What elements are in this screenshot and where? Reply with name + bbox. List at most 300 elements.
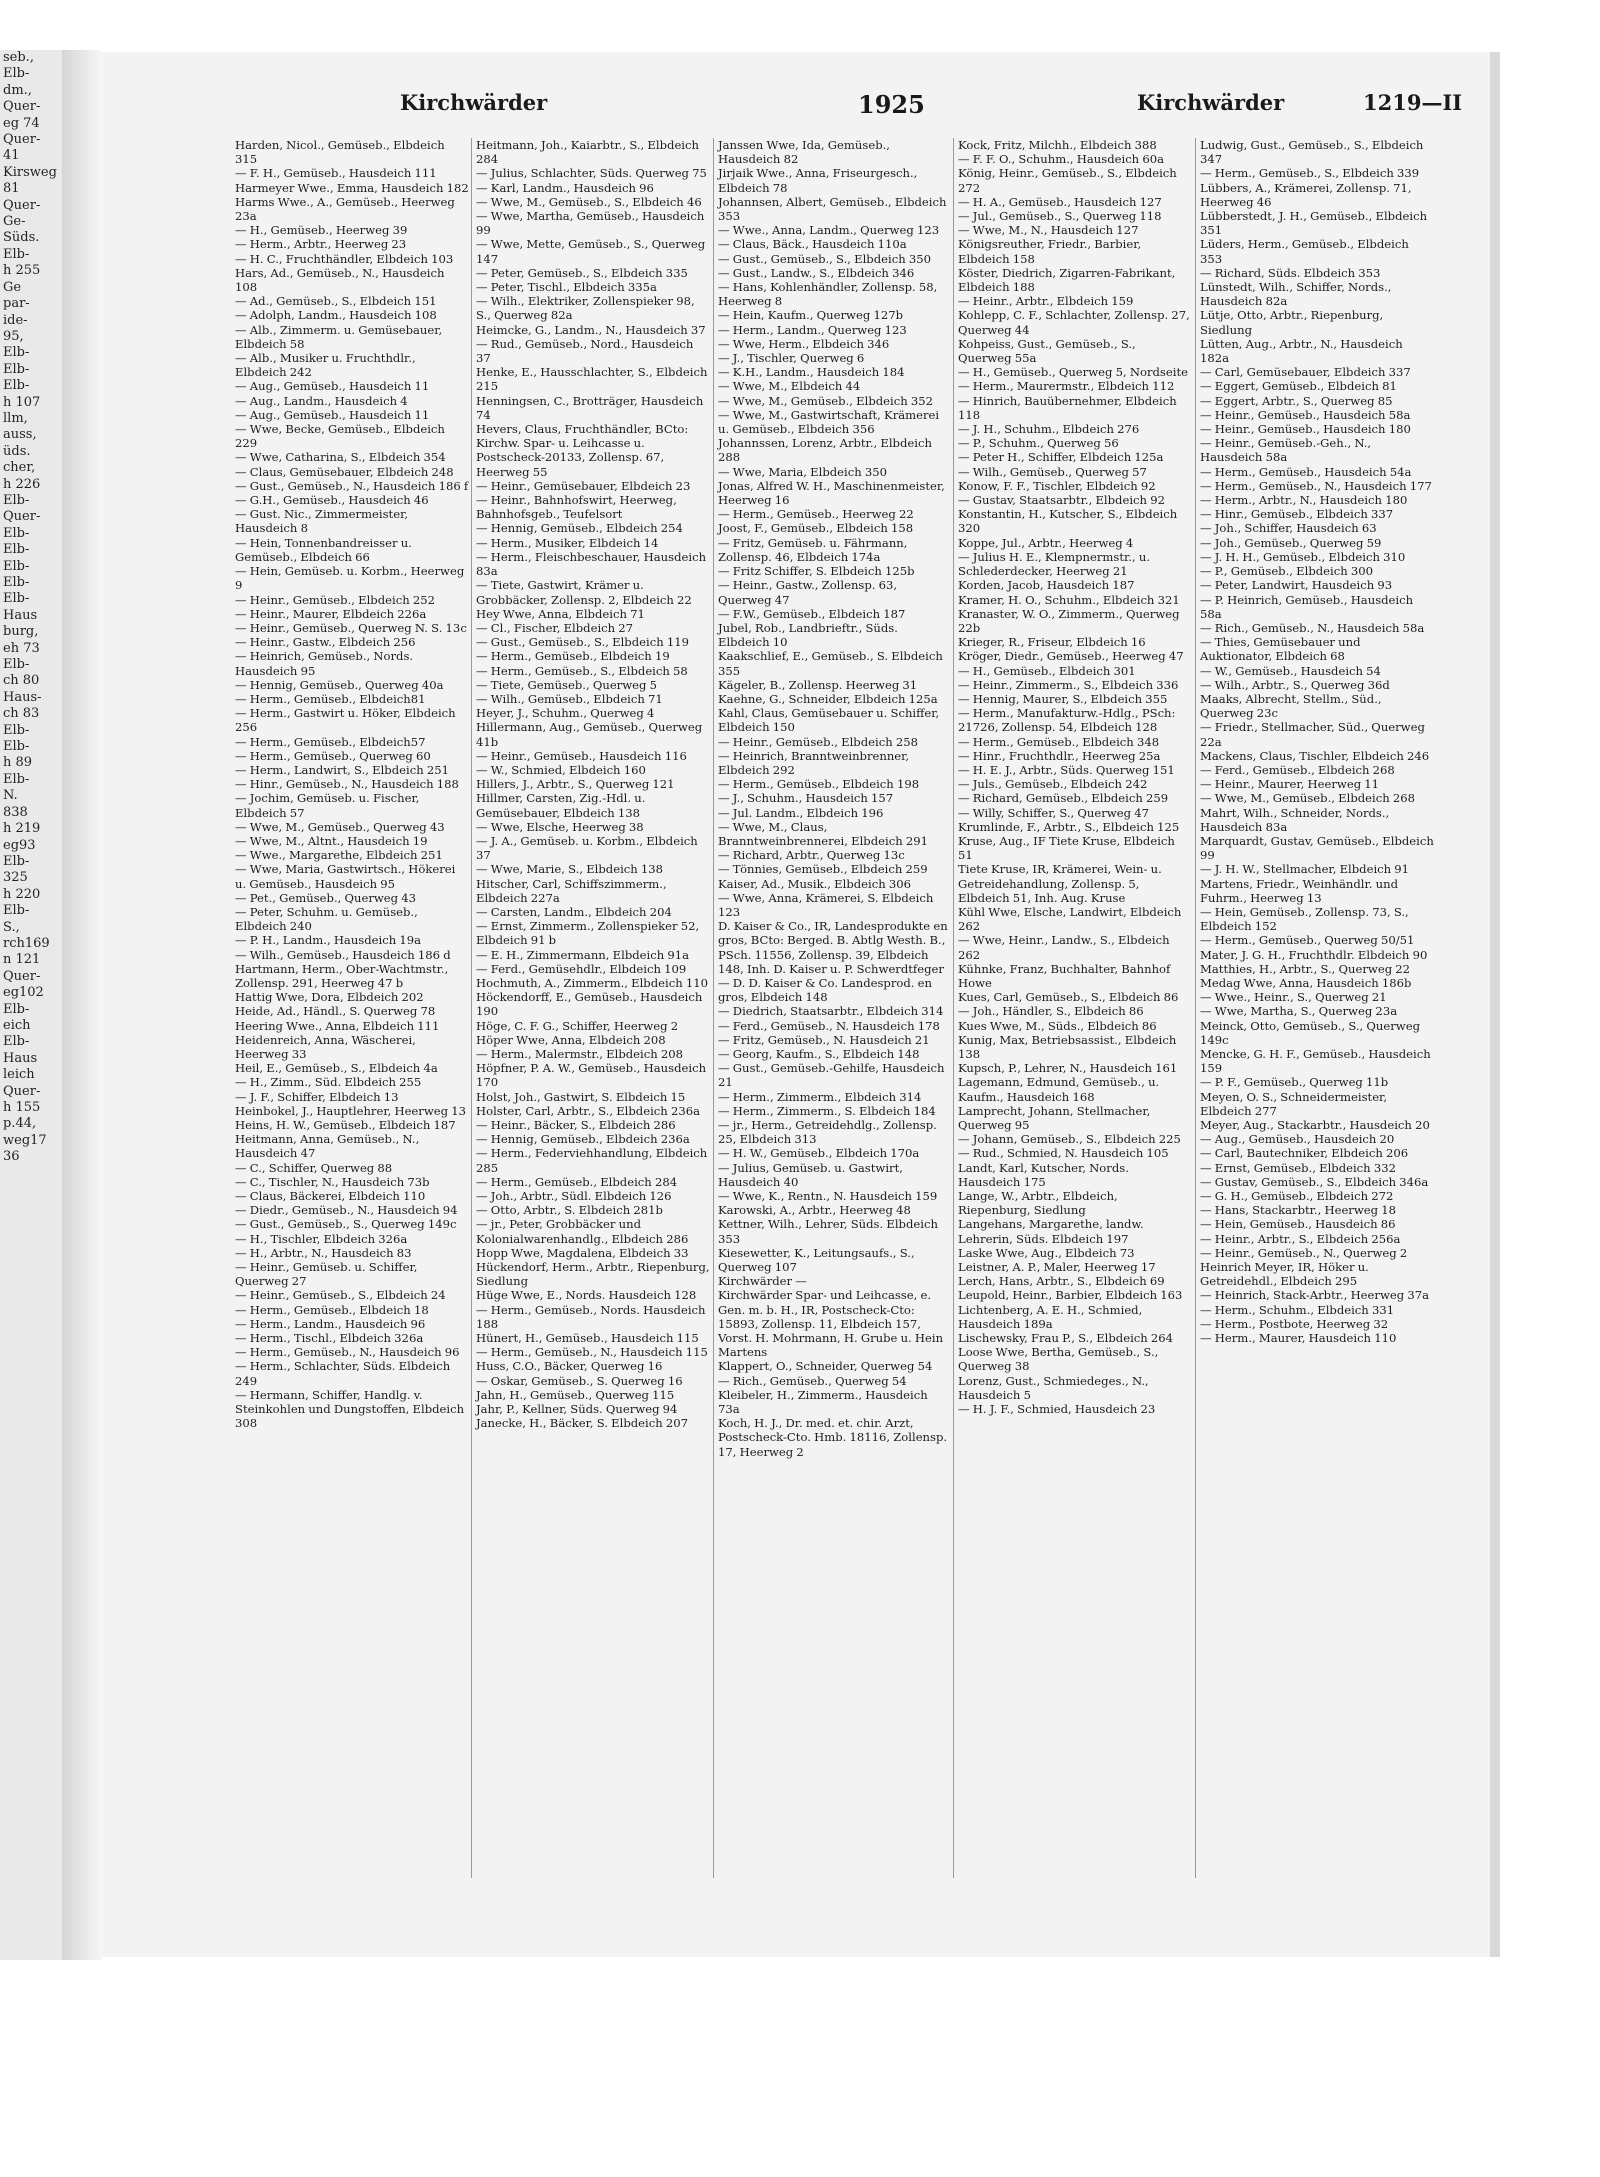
facing-page-text: burg, [3, 624, 39, 640]
directory-entry: — Fritz Schiffer, S. Elbdeich 125b [718, 564, 915, 579]
page-number: 1219—II [1363, 90, 1463, 115]
column-2 [476, 138, 710, 1430]
directory-entry: — Herm., Federviehhandlung, Elbdeich 285 [476, 1146, 708, 1175]
directory-entry: — Wwe, M., Gemüseb., Querweg 43 [235, 819, 445, 834]
directory-entry: Höpfner, P. A. W., Gemüseb., Hausdeich 170 [476, 1061, 707, 1090]
directory-entry: — P., Gemüseb., Elbdeich 300 [1200, 564, 1374, 579]
directory-entry: Hünert, H., Gemüseb., Hausdeich 115 [476, 1331, 699, 1346]
directory-entry: — jr., Herm., Getreidehdlg., Zollensp. 25, Elbdeich 313 [718, 1118, 937, 1147]
directory-entry: — Julius, Gemüseb. u. Gastwirt, Hausdeich 40 [718, 1160, 903, 1189]
directory-entry: Hey Wwe, Anna, Elbdeich 71 [476, 606, 645, 621]
directory-entry: — Hennig, Gemüseb., Elbdeich 254 [476, 521, 683, 536]
directory-entry: — Juls., Gemüseb., Elbdeich 242 [958, 777, 1148, 792]
directory-entry: — Herm., Schuhm., Elbdeich 331 [1200, 1302, 1395, 1317]
directory-entry: — Wwe, M., Gemüseb., Elbdeich 268 [1200, 791, 1416, 806]
directory-entry: — Fritz, Gemüseb., N. Hausdeich 21 [718, 1032, 930, 1047]
directory-entry: — Willy, Schiffer, S., Querweg 47 [958, 805, 1149, 820]
facing-page-text: Elb- [3, 657, 30, 673]
facing-page-text: Elb- [3, 558, 30, 574]
directory-entry: — H. A., Gemüseb., Hausdeich 127 [958, 194, 1162, 209]
directory-entry: — Hein, Gemüseb. u. Korbm., Heerweg 9 [235, 564, 465, 593]
facing-page-text: 41 [3, 148, 20, 164]
directory-entry: Lange, W., Arbtr., Elbdeich, Riepenburg, Siedlung [958, 1189, 1118, 1218]
directory-entry: Heide, Ad., Händl., S. Querweg 78 [235, 1004, 436, 1019]
directory-entry: — Gustav, Gemüseb., S., Elbdeich 346a [1200, 1174, 1429, 1189]
directory-entry: — C., Tischler, N., Hausdeich 73b [235, 1174, 430, 1189]
directory-entry: — Heinr., Gemüsebauer, Elbdeich 23 [476, 478, 691, 493]
directory-entry: Heitmann, Joh., Kaiarbtr., S., Elbdeich 284 [476, 138, 699, 167]
directory-entry: Hopp Wwe, Magdalena, Elbdeich 33 [476, 1245, 689, 1260]
directory-entry: — Wwe, Heinr., Landw., S., Elbdeich 262 [958, 933, 1170, 962]
directory-entry: — Gust., Gemüseb., N., Hausdeich 186 f [235, 478, 469, 493]
directory-entry: — Heinr., Bahnhofswirt, Heerweg, Bahnhofsgeb., Teufelsort [476, 493, 677, 522]
directory-entry: Lütten, Aug., Arbtr., N., Hausdeich 182a [1200, 336, 1403, 366]
directory-entry: — Ernst, Gemüseb., Elbdeich 332 [1200, 1160, 1396, 1175]
directory-entry: — H. W., Gemüseb., Elbdeich 170a [718, 1146, 920, 1161]
directory-entry: — H. C., Fruchthändler, Elbdeich 103 [235, 251, 454, 266]
directory-entry: Krumlinde, F., Arbtr., S., Elbdeich 125 [958, 819, 1180, 834]
directory-entry: D. Kaiser & Co., IR, Landesprodukte en gros, BCto: Berged. B. Abtlg Westh. B., PSch. 11556, Zollensp. 39, Elbdeich 148, Inh. D. Kaiser u. P. Schwerdtfeger [718, 919, 948, 976]
directory-entry: — W., Schmied, Elbdeich 160 [476, 762, 646, 777]
directory-entry: Höper Wwe, Anna, Elbdeich 208 [476, 1032, 666, 1047]
directory-entry: Janssen Wwe, Ida, Gemüseb., Hausdeich 82 [718, 138, 890, 167]
directory-entry: — Herm., Tischl., Elbdeich 326a [235, 1331, 424, 1346]
directory-entry: — G.H., Gemüseb., Hausdeich 46 [235, 493, 429, 508]
directory-entry: — Fritz, Gemüseb. u. Fährmann, Zollensp. 46, Elbdeich 174a [718, 535, 908, 564]
directory-entry: — P. F., Gemüseb., Querweg 11b [1200, 1075, 1389, 1090]
directory-entry: Holster, Carl, Arbtr., S., Elbdeich 236a [476, 1103, 700, 1118]
facing-page-text: eg 74 [3, 115, 40, 131]
directory-entry: — Wilh., Gemüseb., Hausdeich 186 d [235, 947, 451, 962]
column-4 [958, 138, 1192, 1416]
directory-entry: — J. A., Gemüseb. u. Korbm., Elbdeich 37 [476, 833, 698, 863]
directory-entry: Kirchwärder Spar- und Leihcasse, e. Gen. m. b. H., IR, Postscheck-Cto: 15893, Zollensp. 11, Elbdeich 157, Vorst. H. Mohrmann, H. Grube u. Hein Martens [718, 1288, 944, 1360]
directory-entry: — Herm., Gemüseb., Heerweg 22 [718, 507, 914, 522]
directory-entry: — Georg, Kaufm., S., Elbdeich 148 [718, 1047, 920, 1061]
directory-entry: Joost, F., Gemüseb., Elbdeich 158 [718, 521, 914, 536]
running-title-right: Kirchwärder [1137, 90, 1285, 115]
directory-entry: — Wilh., Gemüseb., Elbdeich 71 [476, 691, 663, 706]
directory-entry: Kleibeler, H., Zimmerm., Hausdeich 73a [718, 1387, 928, 1417]
directory-entry: Kunig, Max, Betriebsassist., Elbdeich 138 [958, 1032, 1177, 1061]
directory-entry: Hars, Ad., Gemüseb., N., Hausdeich 108 [235, 265, 445, 295]
directory-entry: Heinbokel, J., Hauptlehrer, Heerweg 13 [235, 1103, 466, 1118]
directory-entry: — J., Schuhm., Hausdeich 157 [718, 791, 894, 806]
directory-entry: Jubel, Rob., Landbrieftr., Süds. Elbdeich 10 [718, 620, 898, 650]
directory-entry: — J. F., Schiffer, Elbdeich 13 [235, 1089, 399, 1104]
facing-page-text: par- [3, 296, 30, 312]
facing-page-text: Quer- [3, 968, 41, 984]
directory-entry: — Alb., Musiker u. Fruchthdlr., Elbdeich 242 [235, 351, 416, 380]
directory-entry: Lagemann, Edmund, Gemüseb., u. Kaufm., Hausdeich 168 [958, 1075, 1160, 1104]
directory-entry: — Hein, Gemüseb., Zollensp. 73, S., Elbdeich 152 [1200, 904, 1409, 934]
directory-entry: — P. H., Landm., Hausdeich 19a [235, 933, 422, 948]
facing-page-text: 36 [3, 1149, 20, 1165]
directory-entry: — Jul., Gemüseb., S., Querweg 118 [958, 209, 1162, 224]
directory-entry: — Herm., Maurermstr., Elbdeich 112 [958, 379, 1175, 394]
directory-entry: Höckendorff, E., Gemüseb., Hausdeich 190 [476, 990, 703, 1019]
facing-page-text: eg93 [3, 837, 36, 853]
directory-entry: — Hein, Tonnenbandreisser u. Gemüseb., Elbdeich 66 [235, 535, 412, 564]
column-5 [1200, 138, 1434, 1345]
directory-entry: Kiesewetter, K., Leitungsaufs., S., Querweg 107 [718, 1245, 915, 1275]
directory-entry: — Heinr., Gastw., Zollensp. 63, Querweg 47 [718, 578, 898, 607]
directory-entry: — Heinr., Arbtr., Elbdeich 159 [958, 294, 1134, 309]
directory-entry: — Herm., Gemüseb., S., Elbdeich 339 [1200, 166, 1420, 181]
directory-entry: — Tönnies, Gemüseb., Elbdeich 259 [718, 862, 928, 877]
directory-entry: — Joh., Gemüseb., Querweg 59 [1200, 535, 1382, 550]
directory-entry: Kröger, Diedr., Gemüseb., Heerweg 47 [958, 649, 1184, 664]
directory-entry: — Richard, Gemüseb., Elbdeich 259 [958, 791, 1169, 806]
directory-entry: — Herm., Manufakturw.-Hdlg., PSch: 21726, Zollensp. 54, Elbdeich 128 [958, 706, 1176, 735]
directory-entry: — Wwe, M., Elbdeich 44 [718, 379, 861, 394]
directory-entry: — Herm., Gemüseb., S., Elbdeich 58 [476, 663, 688, 678]
directory-entry: — Herm., Gemüseb., N., Hausdeich 177 [1200, 478, 1432, 493]
directory-entry: — Gust. Nic., Zimmermeister, Hausdeich 8 [235, 507, 409, 536]
facing-page-text: eh 73 [3, 640, 40, 656]
directory-entry: König, Heinr., Gemüseb., S., Elbdeich 272 [958, 166, 1177, 195]
directory-entry: Hattig Wwe, Dora, Elbdeich 202 [235, 990, 424, 1005]
directory-entry: — Heinr., Maurer, Elbdeich 226a [235, 606, 427, 621]
facing-page-text: üds. [3, 443, 31, 459]
directory-page [102, 52, 1490, 1957]
facing-page-text: Quer- [3, 509, 41, 525]
directory-entry: — Claus, Bäckerei, Elbdeich 110 [235, 1189, 426, 1204]
directory-entry: Lichtenberg, A. E. H., Schmied, Hausdeich 189a [958, 1302, 1143, 1331]
directory-entry: — Heinr., Gemüseb. u. Schiffer, Querweg 27 [235, 1260, 418, 1289]
directory-entry: — Wwe, M., Altnt., Hausdeich 19 [235, 833, 428, 848]
directory-entry: Mackens, Claus, Tischler, Elbdeich 246 [1200, 748, 1430, 763]
directory-entry: Heyer, J., Schuhm., Querweg 4 [476, 706, 655, 721]
directory-entry: — Herm., Gemüseb., Elbdeich57 [235, 734, 426, 749]
facing-page-text: h 220 [3, 886, 41, 902]
facing-page-text: h 89 [3, 755, 33, 771]
directory-entry: Landt, Karl, Kutscher, Nords. Hausdeich 175 [958, 1160, 1129, 1189]
directory-entry: Köster, Diedrich, Zigarren-Fabrikant, Elbdeich 188 [958, 265, 1176, 295]
directory-entry: Tiete Kruse, IR, Krämerei, Wein- u. Getreidehandlung, Zollensp. 5, Elbdeich 51, Inh. Aug. Kruse [958, 862, 1162, 905]
directory-entry: — Hinr., Gemüseb., N., Hausdeich 188 [235, 777, 459, 792]
directory-entry: — Wwe, M., Claus, Branntweinbrennerei, Elbdeich 291 [718, 819, 928, 848]
facing-page-text: 81 [3, 181, 20, 197]
facing-page-text: eich [3, 1017, 31, 1033]
directory-entry: Hartmann, Herm., Ober-Wachtmstr., Zollensp. 291, Heerweg 47 b [235, 961, 449, 990]
facing-page-text: Quer- [3, 197, 41, 213]
directory-entry: Harden, Nicol., Gemüseb., Elbdeich 315 [235, 138, 445, 167]
directory-entry: Kägeler, B., Zollensp. Heerweg 31 [718, 677, 918, 692]
directory-entry: — Peter, Gemüseb., S., Elbdeich 335 [476, 265, 688, 280]
directory-entry: — Wwe, Catharina, S., Elbdeich 354 [235, 450, 446, 465]
directory-entry: — Wwe, Maria, Gastwirtsch., Hökerei u. Gemüseb., Hausdeich 95 [235, 862, 456, 891]
directory-entry: — Otto, Arbtr., S. Elbdeich 281b [476, 1203, 663, 1218]
directory-entry: — Heinr., Gemüseb., S., Elbdeich 24 [235, 1288, 446, 1303]
facing-page-text: Ge [3, 279, 22, 295]
directory-entry: — J. H., Schuhm., Elbdeich 276 [958, 422, 1140, 437]
directory-entry: Heinrich Meyer, IR, Höker u. Getreidehdl., Elbdeich 295 [1200, 1260, 1369, 1289]
directory-entry: — Herm., Gemüseb., Hausdeich 54a [1200, 464, 1412, 479]
directory-entry: — Herm., Musiker, Elbdeich 14 [476, 535, 659, 550]
directory-entry: — Ferd., Gemüsehdlr., Elbdeich 109 [476, 961, 687, 976]
facing-page-text: ch 83 [3, 706, 40, 722]
directory-entry: — P., Schuhm., Querweg 56 [958, 436, 1119, 451]
directory-entry: — H., Tischler, Elbdeich 326a [235, 1231, 408, 1246]
directory-entry: Harms Wwe., A., Gemüseb., Heerweg 23a [235, 194, 455, 224]
directory-entry: — H. E. J., Arbtr., Süds. Querweg 151 [958, 762, 1175, 777]
column-divider [713, 138, 714, 1878]
directory-entry: — H., Zimm., Süd. Elbdeich 255 [235, 1075, 422, 1090]
directory-entry: — Gustav, Staatsarbtr., Elbdeich 92 [958, 493, 1165, 508]
directory-entry: — Claus, Bäck., Hausdeich 110a [718, 237, 907, 252]
facing-page-text: leich [3, 1067, 35, 1083]
column-divider [953, 138, 954, 1878]
directory-entry: Kupsch, P., Lehrer, N., Hausdeich 161 [958, 1061, 1178, 1076]
directory-entry: — Friedr., Stellmacher, Süd., Querweg 22a [1200, 720, 1425, 749]
facing-page-text: Haus [3, 607, 38, 623]
directory-entry: Kaiser, Ad., Musik., Elbdeich 306 [718, 876, 912, 891]
facing-page-text: Elb- [3, 722, 30, 738]
directory-entry: — Hein, Gemüseb., Hausdeich 86 [1200, 1217, 1396, 1232]
directory-entry: — Wwe, Mette, Gemüseb., S., Querweg 147 [476, 237, 706, 266]
directory-entry: Hillmer, Carsten, Zig.-Hdl. u. Gemüsebauer, Elbdeich 138 [476, 791, 646, 820]
directory-entry: — Gust., Gemüseb.-Gehilfe, Hausdeich 21 [718, 1061, 945, 1090]
directory-year: 1925 [858, 90, 925, 119]
facing-page-text: Elb- [3, 525, 30, 541]
directory-entry: — Hinr., Gemüseb., Elbdeich 337 [1200, 507, 1394, 522]
directory-entry: — Herm., Gemüseb., Querweg 60 [235, 748, 431, 763]
directory-entry: — Heinr., Gemüseb., Hausdeich 58a [1200, 407, 1411, 422]
directory-entry: — Hans, Kohlenhändler, Zollensp. 58, Heerweg 8 [718, 280, 938, 309]
directory-entry: Lischewsky, Frau P., S., Elbdeich 264 [958, 1331, 1174, 1346]
directory-entry: Lamprecht, Johann, Stellmacher, Querweg 95 [958, 1103, 1151, 1133]
directory-entry: — Alb., Zimmerm. u. Gemüsebauer, Elbdeich 58 [235, 322, 443, 351]
directory-entry: — J. H. W., Stellmacher, Elbdeich 91 [1200, 862, 1410, 877]
directory-entry: Lübbers, A., Krämerei, Zollensp. 71, Heerweg 46 [1200, 180, 1412, 209]
directory-entry: — H., Arbtr., N., Hausdeich 83 [235, 1245, 412, 1260]
directory-entry: — Peter, Schuhm. u. Gemüseb., Elbdeich 240 [235, 904, 418, 934]
facing-page-text: Elb- [3, 345, 30, 361]
directory-entry: Kühl Wwe, Elsche, Landwirt, Elbdeich 262 [958, 904, 1182, 934]
directory-entry: — Heinr., Gemüseb., Elbdeich 258 [718, 734, 918, 749]
page-header [102, 90, 1490, 124]
directory-entry: — Wilh., Arbtr., S., Querweg 36d [1200, 677, 1390, 692]
directory-entry: Kirchwärder — [718, 1274, 807, 1289]
directory-columns [180, 138, 1480, 1938]
facing-page-text: Elb- [3, 1034, 30, 1050]
facing-page-text: 838 [3, 804, 28, 820]
facing-page-text: Kirsweg [3, 164, 57, 180]
directory-entry: — H. J. F., Schmied, Hausdeich 23 [958, 1402, 1156, 1417]
directory-entry: — Aug., Gemüseb., Hausdeich 11 [235, 379, 430, 394]
facing-page-text: Elb- [3, 66, 30, 82]
directory-entry: — Hans, Stackarbtr., Heerweg 18 [1200, 1203, 1396, 1218]
directory-entry: Maaks, Albrecht, Stellm., Süd., Querweg 23c [1200, 691, 1382, 721]
directory-entry: — F. H., Gemüseb., Hausdeich 111 [235, 166, 437, 181]
facing-page-text: h 255 [3, 263, 41, 279]
directory-entry: Mater, J. G. H., Fruchthdlr. Elbdeich 90 [1200, 947, 1428, 962]
facing-page-text: N. [3, 788, 18, 804]
directory-entry: Kock, Fritz, Milchh., Elbdeich 388 [958, 138, 1157, 152]
directory-entry: — Herm., Maurer, Hausdeich 110 [1200, 1331, 1397, 1346]
directory-entry: — Cl., Fischer, Elbdeich 27 [476, 620, 634, 635]
directory-entry: — Peter, Landwirt, Hausdeich 93 [1200, 578, 1393, 593]
directory-entry: — Eggert, Arbtr., S., Querweg 85 [1200, 393, 1393, 408]
directory-entry: Medag Wwe, Anna, Hausdeich 186b [1200, 975, 1412, 990]
directory-entry: Lorenz, Gust., Schmiedeges., N., Hausdeich 5 [958, 1373, 1149, 1402]
facing-page-text: seb., [3, 50, 34, 65]
directory-entry: — Herm., Gemüseb., Elbdeich 19 [476, 649, 670, 664]
directory-entry: Kaehne, G., Schneider, Elbdeich 125a [718, 691, 938, 706]
directory-entry: — Hennig, Gemüseb., Elbdeich 236a [476, 1132, 690, 1147]
directory-entry: — Herm., Schlachter, Süds. Elbdeich 249 [235, 1359, 451, 1388]
directory-entry: — Wwe, Elsche, Heerweg 38 [476, 819, 644, 834]
directory-entry: — Wwe, Martha, Gemüseb., Hausdeich 99 [476, 209, 705, 238]
directory-entry: — Herm., Postbote, Heerweg 32 [1200, 1316, 1389, 1331]
directory-entry: Konow, F. F., Tischler, Elbdeich 92 [958, 478, 1156, 493]
directory-entry: — Hermann, Schiffer, Handlg. v. Steinkohlen und Dungstoffen, Elbdeich 308 [235, 1387, 465, 1431]
facing-page-text: rch169 [3, 935, 50, 951]
directory-entry: Koch, H. J., Dr. med. et. chir. Arzt, Postscheck-Cto. Hmb. 18116, Zollensp. 17, Heerweg 2 [718, 1416, 948, 1459]
directory-entry: — Gust., Gemüseb., S., Elbdeich 350 [718, 251, 931, 266]
directory-entry: — E. H., Zimmermann, Elbdeich 91a [476, 947, 690, 962]
directory-entry: — Wwe., Margarethe, Elbdeich 251 [235, 848, 443, 863]
directory-entry: — Wwe, Maria, Elbdeich 350 [718, 464, 888, 479]
directory-entry: Laske Wwe, Aug., Elbdeich 73 [958, 1245, 1135, 1260]
directory-entry: — Herm., Landwirt, S., Elbdeich 251 [235, 762, 449, 777]
directory-entry: — Wwe, K., Rentn., N. Hausdeich 159 [718, 1189, 938, 1204]
directory-entry: Matthies, H., Arbtr., S., Querweg 22 [1200, 961, 1411, 976]
directory-entry: — Herm., Landm., Hausdeich 96 [235, 1316, 426, 1331]
directory-entry: — Heinr., Bäcker, S., Elbdeich 286 [476, 1118, 676, 1133]
facing-page-text: h 219 [3, 821, 41, 837]
directory-entry: Krieger, R., Friseur, Elbdeich 16 [958, 635, 1146, 650]
facing-page-text: n 121 [3, 952, 41, 968]
directory-entry: — Tiete, Gemüseb., Querweg 5 [476, 677, 657, 692]
facing-page-text: Quer- [3, 1083, 41, 1099]
facing-page-text: weg17 [3, 1132, 47, 1148]
facing-page-text: Quer- [3, 132, 41, 148]
directory-entry: Heimcke, G., Landm., N., Hausdeich 37 [476, 322, 706, 337]
directory-entry: — Julius H. E., Klempnermstr., u. Schlederdecker, Heerweg 21 [958, 549, 1151, 579]
facing-page-text: Süds. [3, 230, 40, 246]
directory-entry: Meyer, Aug., Stackarbtr., Hausdeich 20 [1200, 1118, 1430, 1133]
facing-page-text: Elb- [3, 771, 30, 787]
directory-entry: Kramer, H. O., Schuhm., Elbdeich 321 [958, 592, 1180, 607]
directory-entry: — Heinrich, Branntweinbrenner, Elbdeich 292 [718, 748, 910, 777]
directory-entry: — Jul. Landm., Elbdeich 196 [718, 805, 884, 820]
directory-entry: — Oskar, Gemüseb., S. Querweg 16 [476, 1373, 683, 1388]
directory-entry: — Carl, Bautechniker, Elbdeich 206 [1200, 1146, 1409, 1161]
directory-entry: Hillermann, Aug., Gemüseb., Querweg 41b [476, 720, 703, 749]
directory-entry: — Adolph, Landm., Hausdeich 108 [235, 308, 437, 323]
directory-entry: — Wwe, M., Gemüseb., S., Elbdeich 46 [476, 194, 702, 209]
directory-entry: Jonas, Alfred W. H., Maschinenmeister, Heerweg 16 [718, 478, 945, 508]
directory-entry: — Wwe, Becke, Gemüseb., Elbdeich 229 [235, 422, 445, 451]
directory-entry: Leupold, Heinr., Barbier, Elbdeich 163 [958, 1288, 1183, 1303]
directory-entry: — Jochim, Gemüseb. u. Fischer, Elbdeich 57 [235, 791, 420, 820]
directory-entry: Korden, Jacob, Hausdeich 187 [958, 578, 1135, 593]
directory-entry: — Richard, Süds. Elbdeich 353 [1200, 265, 1381, 280]
directory-entry: — Heinr., Gemüseb., Hausdeich 116 [476, 748, 687, 763]
directory-entry: Höge, C. F. G., Schiffer, Heerweg 2 [476, 1018, 679, 1033]
facing-page-text: Elb- [3, 575, 30, 590]
directory-entry: — Herm., Gemüseb., Querweg 50/51 [1200, 933, 1415, 948]
directory-entry: — H., Gemüseb., Heerweg 39 [235, 223, 408, 238]
facing-page-text: Ge- [3, 214, 26, 230]
directory-entry: — Wwe, M., N., Hausdeich 127 [958, 223, 1139, 238]
directory-entry: — Heinr., Maurer, Heerweg 11 [1200, 777, 1380, 792]
directory-entry: — Joh., Schiffer, Hausdeich 63 [1200, 521, 1377, 536]
directory-entry: — Wwe, Anna, Krämerei, S. Elbdeich 123 [718, 890, 934, 919]
facing-page-text: ide- [3, 312, 28, 328]
directory-entry: — Herm., Zimmerm., Elbdeich 314 [718, 1089, 922, 1104]
directory-entry: — Aug., Gemüseb., Hausdeich 11 [235, 407, 430, 422]
column-3 [718, 138, 952, 1459]
facing-page-text: 325 [3, 870, 28, 886]
facing-page-text: Elb- [3, 542, 30, 558]
directory-entry: — Wwe, Herm., Elbdeich 346 [718, 336, 890, 351]
directory-entry: Marquardt, Gustav, Gemüseb., Elbdeich 99 [1200, 833, 1434, 863]
directory-entry: — G. H., Gemüseb., Elbdeich 272 [1200, 1189, 1394, 1204]
directory-entry: — Claus, Gemüsebauer, Elbdeich 248 [235, 464, 454, 479]
directory-entry: — Herm., Gastwirt u. Höker, Elbdeich 256 [235, 706, 456, 735]
directory-entry: — Heinr., Gemüseb., Hausdeich 180 [1200, 422, 1411, 437]
facing-page-text: eg102 [3, 985, 44, 1001]
directory-entry: Mencke, G. H. F., Gemüseb., Hausdeich 159 [1200, 1047, 1431, 1076]
facing-page-text: dm., [3, 82, 32, 98]
directory-entry: Koppe, Jul., Arbtr., Heerweg 4 [958, 535, 1134, 550]
directory-entry: Meyen, O. S., Schneidermeister, Elbdeich 277 [1200, 1089, 1388, 1118]
directory-entry: Mahrt, Wilh., Schneider, Nords., Hausdeich 83a [1200, 805, 1390, 834]
directory-entry: Heering Wwe., Anna, Elbdeich 111 [235, 1018, 440, 1033]
directory-entry: — Gust., Gemüseb., S., Querweg 149c [235, 1217, 457, 1232]
directory-entry: Holst, Joh., Gastwirt, S. Elbdeich 15 [476, 1089, 686, 1104]
facing-page-text: Haus [3, 1050, 38, 1066]
directory-entry: Jirjaik Wwe., Anna, Friseurgesch., Elbdeich 78 [718, 166, 918, 195]
facing-page-text: h 226 [3, 476, 41, 492]
directory-entry: Heins, H. W., Gemüseb., Elbdeich 187 [235, 1118, 456, 1133]
directory-entry: — Hennig, Maurer, S., Elbdeich 355 [958, 691, 1168, 706]
directory-entry: Kohpeiss, Gust., Gemüseb., S., Querweg 55a [958, 336, 1136, 366]
directory-entry: Hevers, Claus, Fruchthändler, BCto: Kirchw. Spar- u. Leihcasse u. Postscheck-20133, Zollensp. 67, Heerweg 55 [476, 422, 689, 479]
directory-entry: — Wwe, Marie, S., Elbdeich 138 [476, 862, 664, 877]
directory-entry: Jahn, H., Gemüseb., Querweg 115 [476, 1387, 675, 1402]
directory-entry: — Hein, Kaufm., Querweg 127b [718, 308, 903, 323]
directory-entry: — F.W., Gemüseb., Elbdeich 187 [718, 606, 906, 621]
directory-entry: Lüders, Herm., Gemüseb., Elbdeich 353 [1200, 237, 1409, 266]
directory-entry: — Herm., Gemüseb., Elbdeich 348 [958, 734, 1160, 749]
directory-entry: — Rich., Gemüseb., N., Hausdeich 58a [1200, 620, 1425, 635]
directory-entry: — Peter, Tischl., Elbdeich 335a [476, 280, 657, 295]
directory-entry: Hillers, J., Arbtr., S., Querweg 121 [476, 777, 675, 792]
facing-page-text: Elb- [3, 1001, 30, 1017]
directory-entry: — Peter H., Schiffer, Elbdeich 125a [958, 450, 1164, 465]
facing-page-text: Elb- [3, 492, 30, 508]
directory-entry: — H., Gemüseb., Elbdeich 301 [958, 663, 1136, 678]
directory-entry: — Herm., Arbtr., N., Hausdeich 180 [1200, 493, 1408, 508]
directory-entry: — Wwe, M., Gastwirtschaft, Krämerei u. Gemüseb., Elbdeich 356 [718, 407, 940, 437]
directory-entry: Lerch, Hans, Arbtr., S., Elbdeich 69 [958, 1274, 1165, 1289]
directory-entry: Ludwig, Gust., Gemüseb., S., Elbdeich 347 [1200, 138, 1424, 167]
directory-entry: — Herm., Gemüseb., N., Hausdeich 115 [476, 1345, 708, 1360]
directory-entry: — Wwe, M., Gemüseb., Elbdeich 352 [718, 393, 934, 408]
facing-page-text: Elb- [3, 853, 30, 869]
directory-entry: Kruse, Aug., IF Tiete Kruse, Elbdeich 51 [958, 833, 1175, 863]
facing-page-text: 95, [3, 328, 24, 344]
directory-entry: Heitmann, Anna, Gemüseb., N., Hausdeich 47 [235, 1132, 420, 1161]
directory-entry: Janecke, H., Bäcker, S. Elbdeich 207 [476, 1416, 689, 1431]
directory-entry: — jr., Peter, Grobbäcker und Kolonialwarenhandlg., Elbdeich 286 [476, 1217, 689, 1246]
directory-entry: — Herm., Zimmerm., S. Elbdeich 184 [718, 1103, 936, 1118]
directory-entry: — Eggert, Gemüseb., Elbdeich 81 [1200, 379, 1397, 394]
